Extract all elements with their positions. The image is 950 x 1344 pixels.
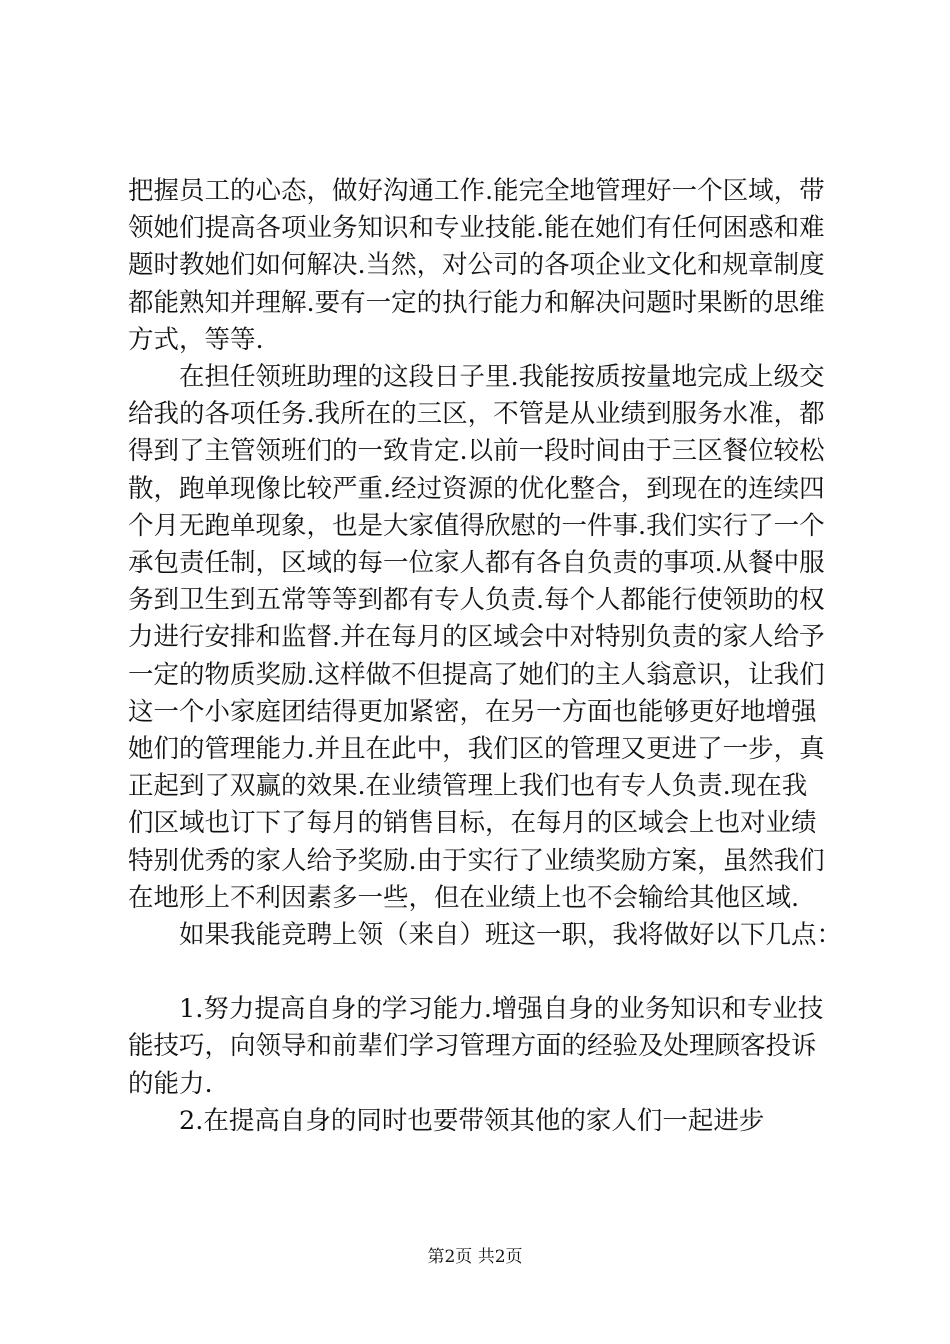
paragraph-line: 1.努力提高自身的学习能力.增强自身的业务知识和专业技 [179,994,824,1025]
paragraph-line: 在地形上不利因素多一些，但在业绩上也不会输给其他区域. [128,882,800,913]
paragraph-line: 把握员工的心态，做好沟通工作.能完全地管理好一个区域，带 [128,176,825,206]
paragraph-line: 个月无跑单现象，也是大家值得欣慰的一件事.我们实行了一个 [128,510,825,541]
paragraph-line: 能技巧，向领导和前辈们学习管理方面的经验及处理顾客投诉 [128,1031,817,1062]
paragraph-line: 都能熟知并理解.要有一定的执行能力和解决问题时果断的思维 [128,287,825,318]
paragraph-line: 正起到了双赢的效果.在业绩管理上我们也有专人负责.现在我 [128,771,808,802]
paragraph-line: 方式，等等. [128,324,264,355]
paragraph-line: 的能力. [128,1068,213,1099]
paragraph-line: 这一个小家庭团结得更加紧密，在另一方面也能够更好地增强 [128,696,817,727]
paragraph-line: 务到卫生到五常等等到都有专人负责.每个人都能行使领助的权 [128,585,825,616]
document-body [128,173,843,1140]
paragraph-line: 给我的各项任务.我所在的三区，不管是从业绩到服务水准，都 [128,399,825,430]
page-number-footer: 第2页 共2页 [427,1247,523,1267]
paragraph-line: 一定的物质奖励.这样做不但提高了她们的主人翁意识，让我们 [128,659,825,690]
paragraph-line: 2.在提高自身的同时也要带领其他的家人们一起进步 [179,1105,765,1136]
paragraph-line: 她们的管理能力.并且在此中，我们区的管理又更进了一步，真 [128,734,825,765]
paragraph-line: 领她们提高各项业务知识和专业技能.能在她们有任何困惑和难 [128,213,825,244]
paragraph-line: 特别优秀的家人给予奖励.由于实行了业绩奖励方案，虽然我们 [128,845,825,876]
paragraph-line: 散，跑单现像比较严重.经过资源的优化整合，到现在的连续四 [128,473,825,504]
paragraph-line: 力进行安排和监督.并在每月的区域会中对特别负责的家人给予 [128,622,825,653]
paragraph-line: 们区域也订下了每月的销售目标，在每月的区域会上也对业绩 [128,808,817,839]
paragraph-line: 得到了主管领班们的一致肯定.以前一段时间由于三区餐位较松 [128,436,825,467]
paragraph-line: 题时教她们如何解决.当然，对公司的各项企业文化和规章制度 [128,250,825,281]
paragraph-line: 承包责任制，区域的每一位家人都有各自负责的事项.从餐中服 [128,548,825,579]
paragraph-spacer [128,954,838,991]
paragraph-line: 如果我能竞聘上领（来自）班这一职，我将做好以下几点： [179,920,843,951]
paragraph-line: 在担任领班助理的这段日子里.我能按质按量地完成上级交 [179,362,825,393]
